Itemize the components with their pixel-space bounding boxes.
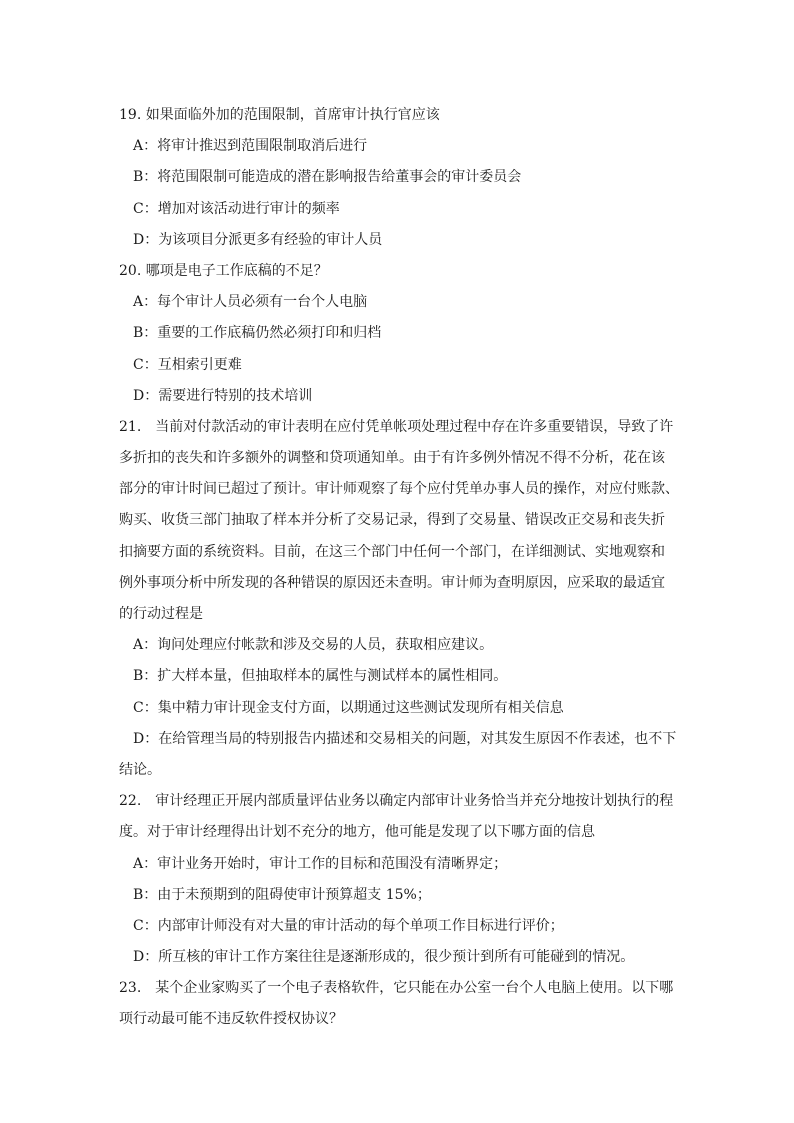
answer-option-line: 结论。 xyxy=(119,761,161,778)
answer-option-line: D：所互核的审计工作方案往往是逐渐形成的，很少预计到所有可能碰到的情况。 xyxy=(133,949,635,966)
answer-option-line: A：每个审计人员必须有一台个人电脑 xyxy=(133,294,368,311)
answer-option-line: A：审计业务开始时，审计工作的目标和范围没有清晰界定； xyxy=(133,855,508,872)
question-stem-line: 的行动过程是 xyxy=(119,606,203,622)
question-stem-line: 多折扣的丧失和许多额外的调整和贷项通知单。由于有许多例外情况不得不分析，花在该 xyxy=(119,450,665,467)
answer-option-line: B：重要的工作底稿仍然必须打印和归档 xyxy=(133,325,382,342)
question-stem-line: 度。对于审计经理得出计划不充分的地方，他可能是发现了以下哪方面的信息 xyxy=(119,824,595,841)
answer-option-line: C：互相索引更难 xyxy=(133,356,242,373)
question-stem-line: 购买、收货三部门抽取了样本并分析了交易记录，得到了交易量、错误改正交易和丧失折 xyxy=(119,512,665,529)
answer-option-line: A：将审计推迟到范围限制取消后进行 xyxy=(133,138,368,155)
question-stem-line: 例外事项分析中所发现的各种错误的原因还未查明。审计师为查明原因，应采取的最适宜 xyxy=(119,574,665,591)
question-stem-line: 20. 哪项是电子工作底稿的不足？ xyxy=(119,262,328,279)
answer-option-line: D：在给管理当局的特别报告内描述和交易相关的问题，对其发生原因不作表述，也不下 xyxy=(133,730,677,747)
question-list xyxy=(119,100,679,1036)
answer-option-line: B：由于未预期到的阻碍使审计预算超支 15%； xyxy=(133,886,431,903)
answer-option-line: C：集中精力审计现金支付方面，以期通过这些测试发现所有相关信息 xyxy=(133,699,564,716)
answer-option-line: C：增加对该活动进行审计的频率 xyxy=(133,200,340,217)
question-stem-line: 部分的审计时间已超过了预计。审计师观察了每个应付凭单办事人员的操作，对应付账款、 xyxy=(119,481,679,498)
answer-option-line: D：需要进行特别的技术培训 xyxy=(133,387,313,404)
answer-option-line: C：内部审计师没有对大量的审计活动的每个单项工作目标进行评价； xyxy=(133,917,564,934)
question-stem-line: 21. 当前对付款活动的审计表明在应付凭单帐项处理过程中存在许多重要错误，导致了许 xyxy=(119,418,674,435)
answer-option-line: B：将范围限制可能造成的潜在影响报告给董事会的审计委员会 xyxy=(133,169,522,186)
question-stem-line: 22. 审计经理正开展内部质量评估业务以确定内部审计业务恰当并充分地按计划执行的程 xyxy=(119,793,674,810)
answer-option-line: B：扩大样本量，但抽取样本的属性与测试样本的属性相同。 xyxy=(133,668,508,685)
question-stem-line: 23. 某个企业家购买了一个电子表格软件，它只能在办公室一台个人电脑上使用。以下哪 xyxy=(119,980,674,997)
question-stem-line: 19. 如果面临外加的范围限制，首席审计执行官应该 xyxy=(119,107,440,123)
answer-option-line: D：为该项目分派更多有经验的审计人员 xyxy=(133,231,383,248)
answer-option-line: A：询问处理应付帐款和涉及交易的人员，获取相应建议。 xyxy=(133,637,494,654)
question-stem-line: 扣摘要方面的系统资料。目前，在这三个部门中任何一个部门，在详细测试、实地观察和 xyxy=(119,543,665,560)
question-stem-line: 项行动最可能不违反软件授权协议？ xyxy=(119,1011,343,1028)
